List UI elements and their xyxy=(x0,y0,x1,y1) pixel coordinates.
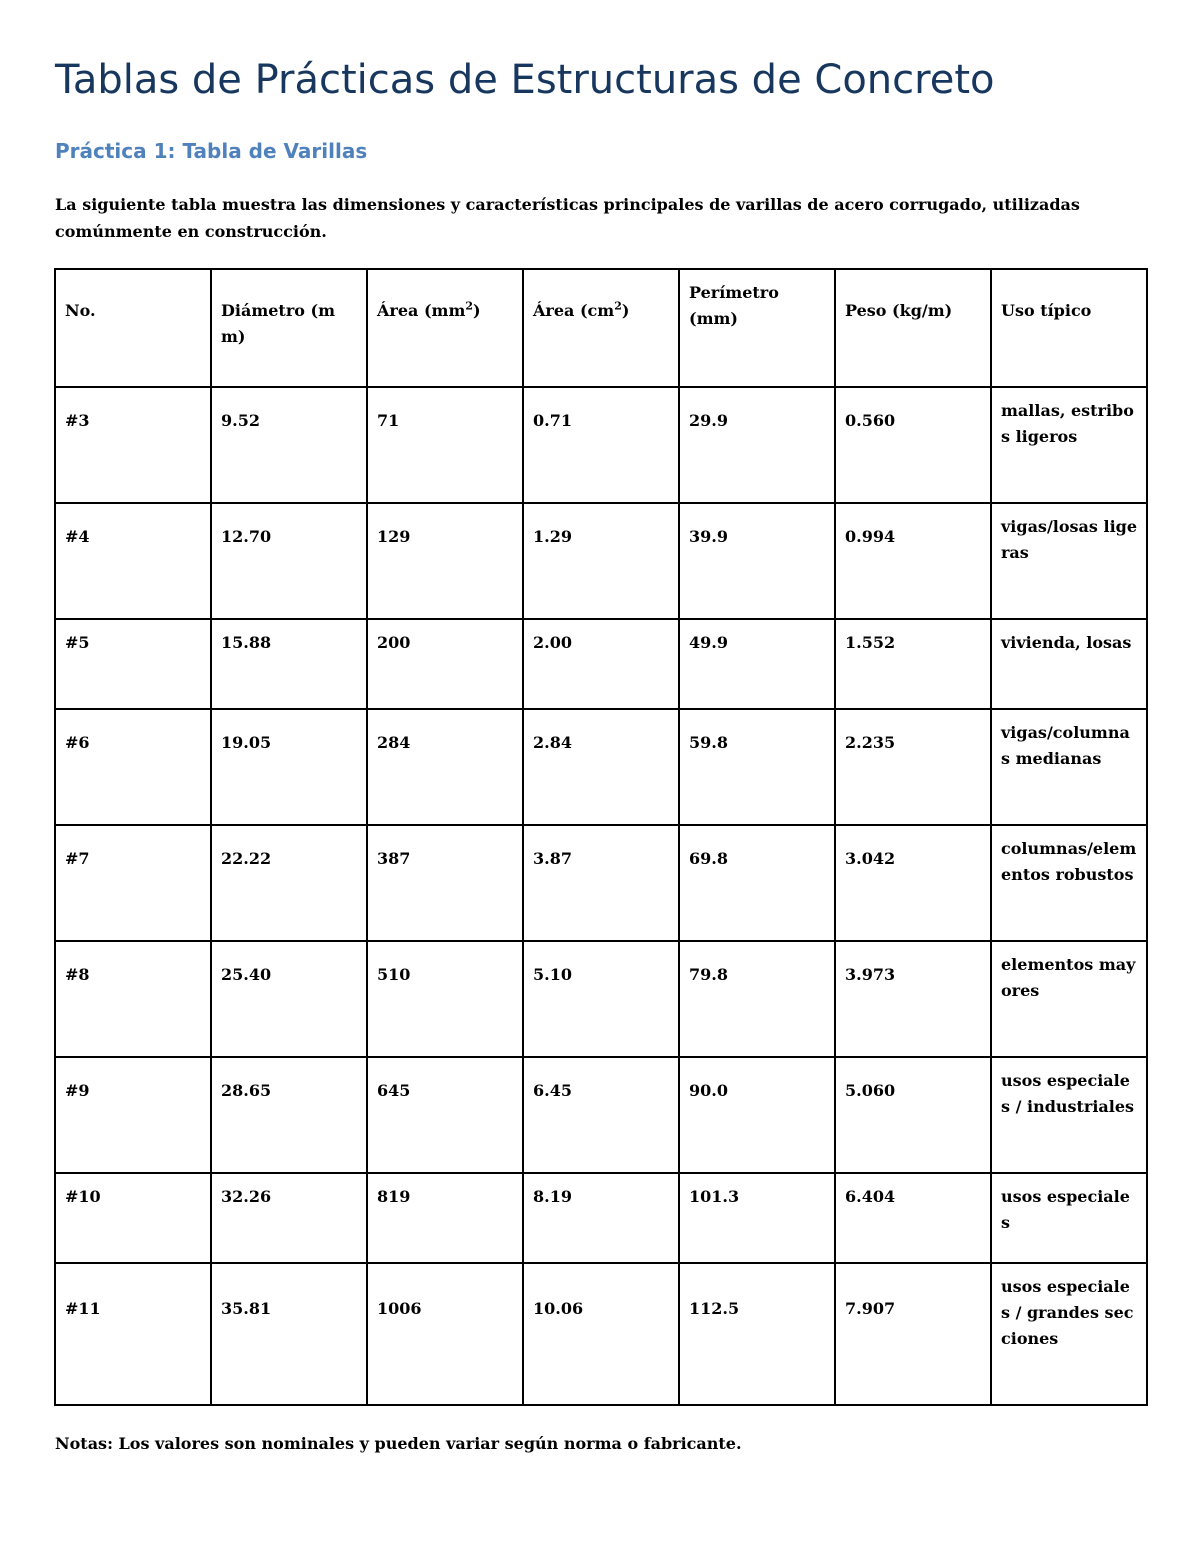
cell-area-cm: 5.10 xyxy=(523,941,679,1057)
cell-diametro: 35.81 xyxy=(211,1263,367,1405)
cell-area-cm: 8.19 xyxy=(523,1173,679,1263)
cell-uso: usos especiales / industriales xyxy=(991,1057,1147,1173)
table-row xyxy=(55,387,1147,503)
cell-peso: 0.560 xyxy=(835,387,991,503)
cell-peso: 5.060 xyxy=(835,1057,991,1173)
cell-area-mm: 819 xyxy=(367,1173,523,1263)
table-header-row xyxy=(55,269,1147,387)
cell-area-mm: 387 xyxy=(367,825,523,941)
cell-peso: 3.973 xyxy=(835,941,991,1057)
cell-perimetro: 69.8 xyxy=(679,825,835,941)
cell-uso: usos especiales / grandes secciones xyxy=(991,1263,1147,1405)
header-peso: Peso (kg/m) xyxy=(835,269,991,387)
header-diametro: Diámetro (mm) xyxy=(211,269,367,387)
cell-perimetro: 29.9 xyxy=(679,387,835,503)
cell-uso: vigas/columnas medianas xyxy=(991,709,1147,825)
cell-no: #8 xyxy=(55,941,211,1057)
page-title: Tablas de Prácticas de Estructuras de Concreto xyxy=(55,57,995,103)
cell-area-mm: 129 xyxy=(367,503,523,619)
cell-uso: columnas/elementos robustos xyxy=(991,825,1147,941)
notes-paragraph: Notas: Los valores son nominales y pueden variar según norma o fabricante. xyxy=(55,1434,742,1453)
table-row xyxy=(55,503,1147,619)
cell-no: #5 xyxy=(55,619,211,709)
intro-paragraph: La siguiente tabla muestra las dimensiones y características principales de varillas de acero corrugado, utilizadas comúnmente en construcción. xyxy=(55,195,1080,241)
cell-uso: mallas, estribos ligeros xyxy=(991,387,1147,503)
cell-area-cm: 3.87 xyxy=(523,825,679,941)
cell-area-cm: 1.29 xyxy=(523,503,679,619)
cell-uso: usos especiales xyxy=(991,1173,1147,1263)
cell-diametro: 28.65 xyxy=(211,1057,367,1173)
cell-area-cm: 10.06 xyxy=(523,1263,679,1405)
header-no: No. xyxy=(55,269,211,387)
cell-perimetro: 59.8 xyxy=(679,709,835,825)
table-row xyxy=(55,1057,1147,1173)
header-perimetro: Perímetro (mm) xyxy=(679,269,835,387)
cell-diametro: 15.88 xyxy=(211,619,367,709)
header-uso: Uso típico xyxy=(991,269,1147,387)
cell-no: #11 xyxy=(55,1263,211,1405)
cell-uso: vigas/losas ligeras xyxy=(991,503,1147,619)
cell-area-mm: 645 xyxy=(367,1057,523,1173)
cell-no: #4 xyxy=(55,503,211,619)
cell-area-cm: 2.84 xyxy=(523,709,679,825)
table-row xyxy=(55,825,1147,941)
table-row xyxy=(55,941,1147,1057)
cell-peso: 6.404 xyxy=(835,1173,991,1263)
cell-peso: 7.907 xyxy=(835,1263,991,1405)
cell-area-mm: 284 xyxy=(367,709,523,825)
cell-diametro: 19.05 xyxy=(211,709,367,825)
table-row xyxy=(55,1263,1147,1405)
cell-no: #6 xyxy=(55,709,211,825)
cell-area-cm: 2.00 xyxy=(523,619,679,709)
cell-peso: 2.235 xyxy=(835,709,991,825)
cell-diametro: 32.26 xyxy=(211,1173,367,1263)
cell-diametro: 12.70 xyxy=(211,503,367,619)
cell-diametro: 22.22 xyxy=(211,825,367,941)
cell-no: #10 xyxy=(55,1173,211,1263)
section-title: Práctica 1: Tabla de Varillas xyxy=(55,139,368,163)
cell-no: #9 xyxy=(55,1057,211,1173)
table-row xyxy=(55,619,1147,709)
cell-area-mm: 510 xyxy=(367,941,523,1057)
cell-uso: vivienda, losas xyxy=(991,619,1147,709)
cell-peso: 1.552 xyxy=(835,619,991,709)
cell-area-mm: 71 xyxy=(367,387,523,503)
cell-perimetro: 101.3 xyxy=(679,1173,835,1263)
cell-diametro: 25.40 xyxy=(211,941,367,1057)
cell-area-cm: 0.71 xyxy=(523,387,679,503)
cell-perimetro: 79.8 xyxy=(679,941,835,1057)
cell-area-cm: 6.45 xyxy=(523,1057,679,1173)
cell-peso: 0.994 xyxy=(835,503,991,619)
cell-peso: 3.042 xyxy=(835,825,991,941)
cell-no: #7 xyxy=(55,825,211,941)
table-row xyxy=(55,1173,1147,1263)
table-row xyxy=(55,709,1147,825)
cell-uso: elementos mayores xyxy=(991,941,1147,1057)
rebar-table xyxy=(54,268,1148,1406)
cell-area-mm: 200 xyxy=(367,619,523,709)
cell-perimetro: 90.0 xyxy=(679,1057,835,1173)
cell-no: #3 xyxy=(55,387,211,503)
cell-perimetro: 39.9 xyxy=(679,503,835,619)
cell-perimetro: 49.9 xyxy=(679,619,835,709)
header-area-mm: Área $(mm^2)$ xyxy=(367,269,523,387)
cell-area-mm: 1006 xyxy=(367,1263,523,1405)
header-area-cm: Área $(cm^2)$ xyxy=(523,269,679,387)
cell-perimetro: 112.5 xyxy=(679,1263,835,1405)
cell-diametro: 9.52 xyxy=(211,387,367,503)
